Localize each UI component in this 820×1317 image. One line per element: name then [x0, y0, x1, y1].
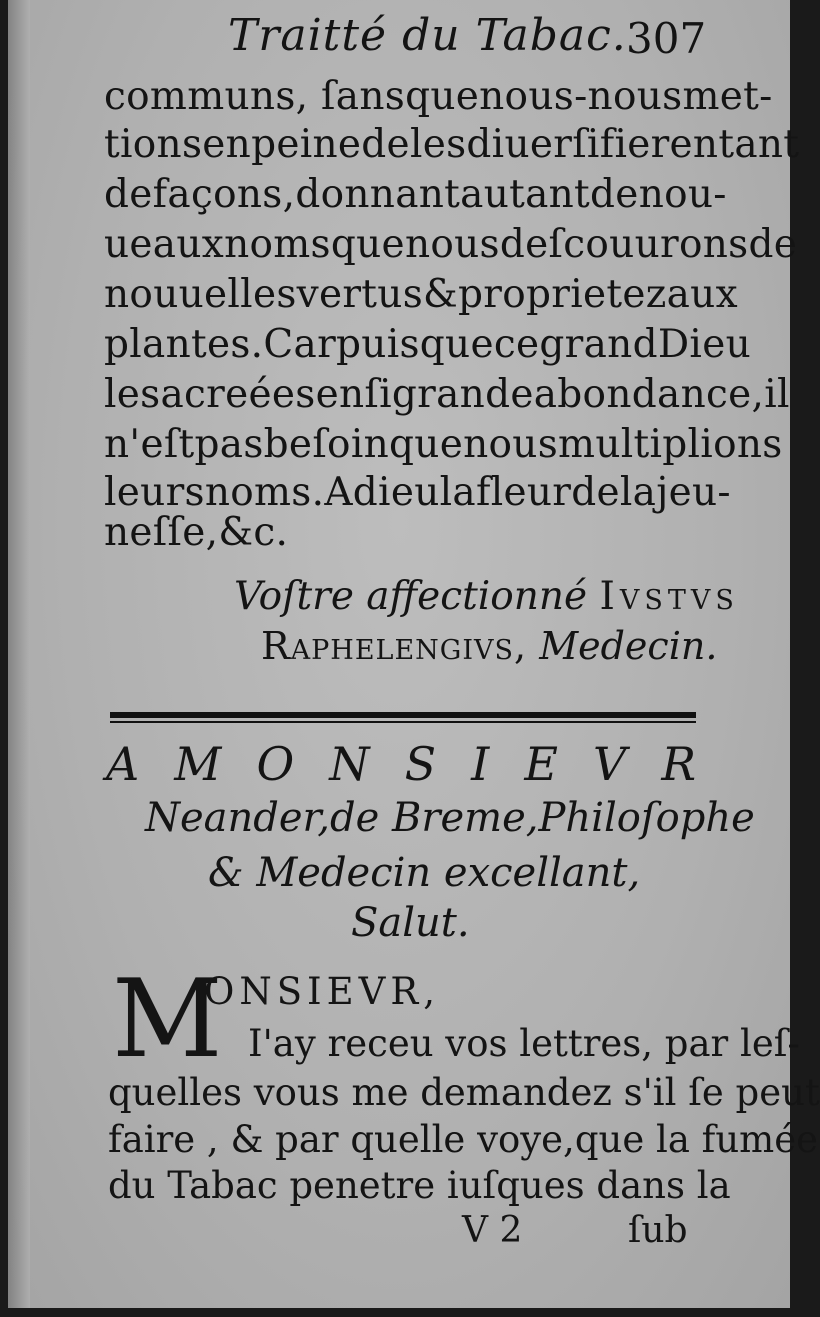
body-word: puis [336, 322, 420, 367]
body-word: creées [184, 372, 316, 417]
body-word: proprietez [458, 272, 667, 317]
signature-line-2 [261, 624, 717, 668]
body-word: pas [194, 422, 264, 467]
page-gutter-shadow [8, 0, 30, 1308]
body-word: met- [682, 74, 773, 119]
body-line [104, 172, 727, 217]
signature-mark: V 2 [462, 1210, 523, 1251]
section-rule [110, 712, 696, 718]
body-word: nous-nous [479, 74, 683, 119]
body-word: nouuelles [104, 272, 297, 317]
body-word: noms [224, 222, 331, 267]
body-word: aux [666, 272, 738, 317]
signature-title: Medecin. [539, 624, 718, 668]
body-word: en [202, 122, 252, 167]
body-word: ueaux [104, 222, 225, 267]
letter-line-4: du Tabac penetre iuſques dans la [108, 1164, 731, 1207]
body-line [104, 422, 783, 467]
body-word: de [571, 470, 620, 515]
body-line [104, 74, 773, 119]
heading-letter: I [471, 737, 490, 791]
body-line [104, 272, 738, 317]
catchword: ſub [628, 1210, 688, 1251]
addressee-line-1: Neander,de Breme,Philoſophe [145, 795, 755, 841]
letter-line-2: quelles vous me demandez s'il ſe peut [108, 1071, 820, 1114]
body-word: abondance, [533, 372, 765, 417]
body-word: plantes. [104, 322, 264, 367]
body-word: nous [404, 222, 500, 267]
body-word: ſi [364, 372, 392, 417]
body-line-last: neſſe,&c. [104, 510, 289, 555]
body-word: en [669, 122, 719, 167]
signature-prefix: Voſtre affectionné [234, 574, 588, 619]
body-line [104, 372, 790, 417]
body-line [104, 322, 751, 367]
body-word: beſoin [263, 422, 390, 467]
body-word: ce [493, 322, 540, 367]
letter-heading [106, 737, 696, 791]
page-number: 307 [626, 14, 707, 63]
body-word: il [764, 372, 790, 417]
body-word: de [361, 122, 410, 167]
heading-letter: M [174, 737, 222, 791]
body-word: & [423, 272, 459, 317]
salutation: Salut. [351, 900, 470, 946]
body-word: communs [104, 74, 296, 119]
heading-letter: R [661, 737, 696, 791]
body-line [104, 470, 731, 515]
body-word: , ſans [295, 74, 406, 119]
body-word: tant [718, 122, 800, 167]
body-word: Adieu [324, 470, 440, 515]
body-word: de [104, 172, 153, 217]
section-rule-thin [110, 721, 696, 723]
letter-opening: ONSIEVR, [204, 970, 441, 1013]
signature-line-1 [234, 574, 739, 619]
body-word: que [419, 322, 494, 367]
body-word: leurs [104, 470, 205, 515]
body-word: que [330, 222, 405, 267]
body-word: vertus [296, 272, 424, 317]
body-word: que [389, 422, 464, 467]
body-word: a [160, 372, 185, 417]
heading-letter: O [256, 737, 295, 791]
signature-last-name: Raphelengivs, [261, 624, 528, 668]
body-word: les [104, 372, 161, 417]
body-word: les [409, 122, 467, 167]
body-word: deſcouurons [499, 222, 749, 267]
body-word: donnant [295, 172, 461, 217]
body-word: grand [539, 322, 658, 367]
body-word: que [405, 74, 480, 119]
heading-letter: A [106, 737, 140, 791]
body-word: jeu- [656, 470, 731, 515]
body-word: autant [460, 172, 591, 217]
body-word: Car [263, 322, 337, 367]
body-word: de [748, 222, 798, 267]
body-word: n'eſt [104, 422, 195, 467]
body-word: multiplions [558, 422, 783, 467]
body-word: grande [391, 372, 534, 417]
body-word: façons [152, 172, 283, 217]
body-word: nous [463, 422, 559, 467]
body-word: en [315, 372, 365, 417]
running-title: Traitté du Tabac. [228, 10, 627, 61]
body-word: fleur [475, 470, 572, 515]
heading-letter: V [593, 737, 627, 791]
body-line [104, 222, 798, 267]
heading-letter: S [404, 737, 437, 791]
letter-line-3: faire , & par quelle voye,que la fumée [108, 1118, 819, 1161]
body-word: la [619, 470, 657, 515]
body-word: nou- [638, 172, 727, 217]
heading-letter: E [524, 737, 558, 791]
letter-line-1: I'ay receu vos lettres, par leſ- [248, 1022, 800, 1065]
body-word: la [439, 470, 476, 515]
body-word: de [590, 172, 639, 217]
signature-first-name: Ivstvs [599, 574, 739, 619]
book-page [8, 0, 820, 1308]
drop-cap: M [112, 957, 223, 1082]
body-word: peine [251, 122, 362, 167]
body-word: noms. [204, 470, 325, 515]
body-word: tions [104, 122, 203, 167]
body-word: Dieu [657, 322, 751, 367]
addressee-line-2: & Medecin excellant, [208, 850, 641, 896]
body-line [104, 122, 800, 167]
body-word: diuerſifier [466, 122, 670, 167]
body-word: , [282, 172, 296, 217]
heading-letter: N [329, 737, 370, 791]
